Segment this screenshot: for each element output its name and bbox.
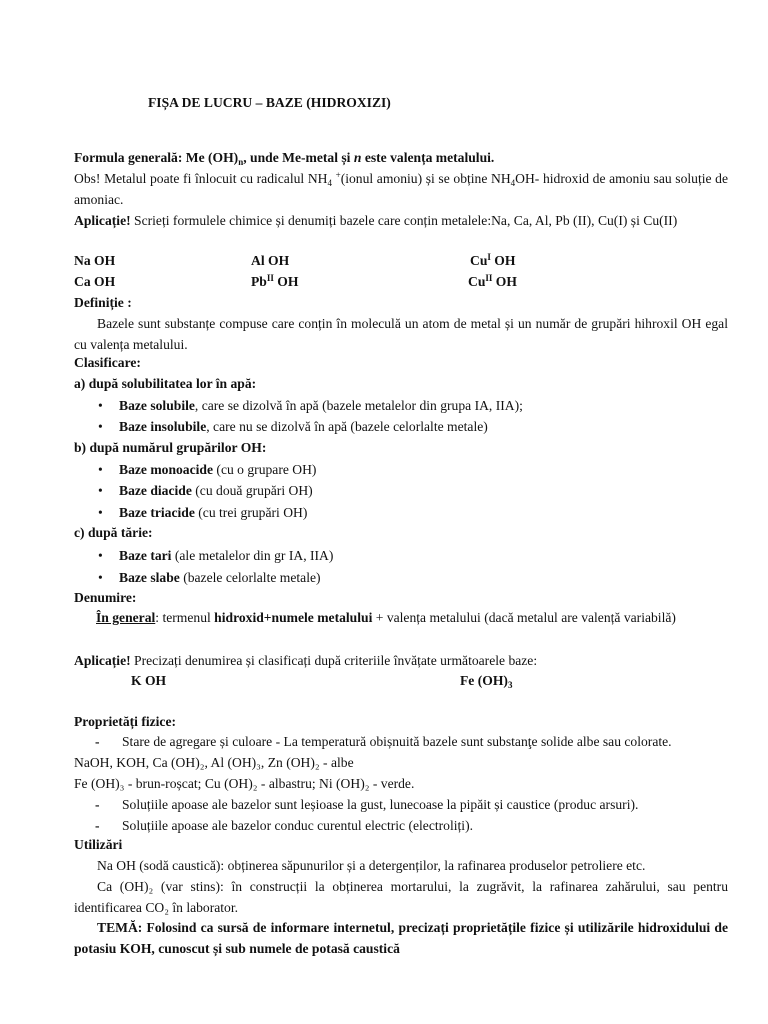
list-item: • Baze tari (ale metalelor din gr IA, IIA) bbox=[98, 548, 334, 563]
formula-pboh: $Pb^{II}$ OH bbox=[251, 273, 299, 289]
observation-note: Obs! Metalul poate fi înlocuit cu radicalul $NH_4$ +(ionul amoniu) și se obține $NH_4OH-$ hidroxid de amoniu sau soluție de amoniac. bbox=[74, 170, 729, 207]
naming-rule: În general: termenul hidroxid+numele metalului + valența metalului (dacă metalul are valență variabilă) bbox=[96, 610, 676, 625]
property-line: Fe (OH)₃ - brun-roșcat; Cu (OH)₂ - albastru; Ni (OH)₂ - verde. bbox=[74, 776, 415, 791]
list-item: • Baze monoacide (cu o grupare OH) bbox=[98, 462, 317, 477]
definition-heading: Definiție : bbox=[74, 295, 132, 310]
list-item: • Baze solubile, care se dizolvă în apă (bazele metalelor din grupa IA, IIA); bbox=[98, 398, 523, 413]
list-item: • Baze slabe (bazele celorlalte metale) bbox=[98, 570, 321, 585]
formula-caoh: Ca OH bbox=[74, 274, 116, 289]
property-item: - Soluțiile apoase ale bazelor conduc curentul electric (electroliți). bbox=[95, 818, 474, 833]
formula-aloh: Al OH bbox=[251, 253, 290, 268]
uses-heading: Utilizări bbox=[74, 837, 123, 852]
physical-properties-heading: Proprietăți fizice: bbox=[74, 714, 177, 729]
list-item: • Baze triacide (cu trei grupări OH) bbox=[98, 505, 308, 520]
list-item: • Baze diacide (cu două grupări OH) bbox=[98, 483, 313, 498]
base-koh: K OH bbox=[131, 673, 167, 688]
formula-cu2oh: $Cu^{II}$ OH bbox=[468, 273, 517, 289]
classification-c-heading: c) după tărie: bbox=[74, 525, 153, 540]
use-naoh: Na OH (sodă caustică): obținerea săpunurilor și a detergenților, la rafinarea produselor petroliere etc. bbox=[97, 858, 646, 873]
formula-cu1oh: $Cu^I$ OH bbox=[470, 252, 516, 268]
property-line: NaOH, KOH, Ca (OH)₂, Al (OH)₃, Zn (OH)₂ - albe bbox=[74, 755, 354, 770]
formula-naoh: Na OH bbox=[74, 253, 116, 268]
property-item: - Stare de agregare și culoare - La temperatură obișnuită bazele sunt substanţe solide albe sau colorate. bbox=[95, 734, 672, 749]
page-title: FIȘA DE LUCRU – BAZE (HIDROXIZI) bbox=[148, 95, 391, 110]
list-item: • Baze insolubile, care nu se dizolvă în apă (bazele celorlalte metale) bbox=[98, 419, 488, 434]
property-item: - Soluțiile apoase ale bazelor sunt leșioase la gust, lunecoase la pipăit și caustice (produc arsuri). bbox=[95, 797, 639, 812]
application-2: Aplicație! Precizați denumirea și clasificați după criteriile învățate următoarele baze: bbox=[74, 653, 538, 668]
application-1: Aplicație! Scrieți formulele chimice și denumiți bazele care conțin metalele:Na, Ca, Al, Pb (II), Cu(I) și Cu(II) bbox=[74, 213, 678, 228]
base-feoh3: Fe $(OH)_3$ bbox=[460, 673, 513, 690]
homework-task: TEMĂ: Folosind ca sursă de informare internetul, precizați proprietățile fizice și utilizările hidroxidului de potasiu KOH, cunoscut și sub numele de potasă caustică bbox=[74, 920, 728, 956]
general-formula: Formula generală: Me $(OH)_n$, unde Me-metal și n este valența metalului. bbox=[74, 150, 495, 167]
classification-b-heading: b) după numărul grupărilor OH: bbox=[74, 440, 267, 455]
naming-heading: Denumire: bbox=[74, 590, 137, 605]
classification-heading: Clasificare: bbox=[74, 355, 141, 370]
use-caoh2: Ca (OH)₂ (var stins): în construcții la obținerea mortarului, la zugrăvit, la rafinarea zahărului, sau pentru identificarea CO₂ în laborator. bbox=[74, 879, 728, 915]
classification-a-heading: a) după solubilitatea lor în apă: bbox=[74, 376, 257, 391]
definition-text: Bazele sunt substanțe compuse care conțin în moleculă un atom de metal și un număr de grupări hihroxil OH egal cu valența metalului. bbox=[74, 316, 728, 352]
